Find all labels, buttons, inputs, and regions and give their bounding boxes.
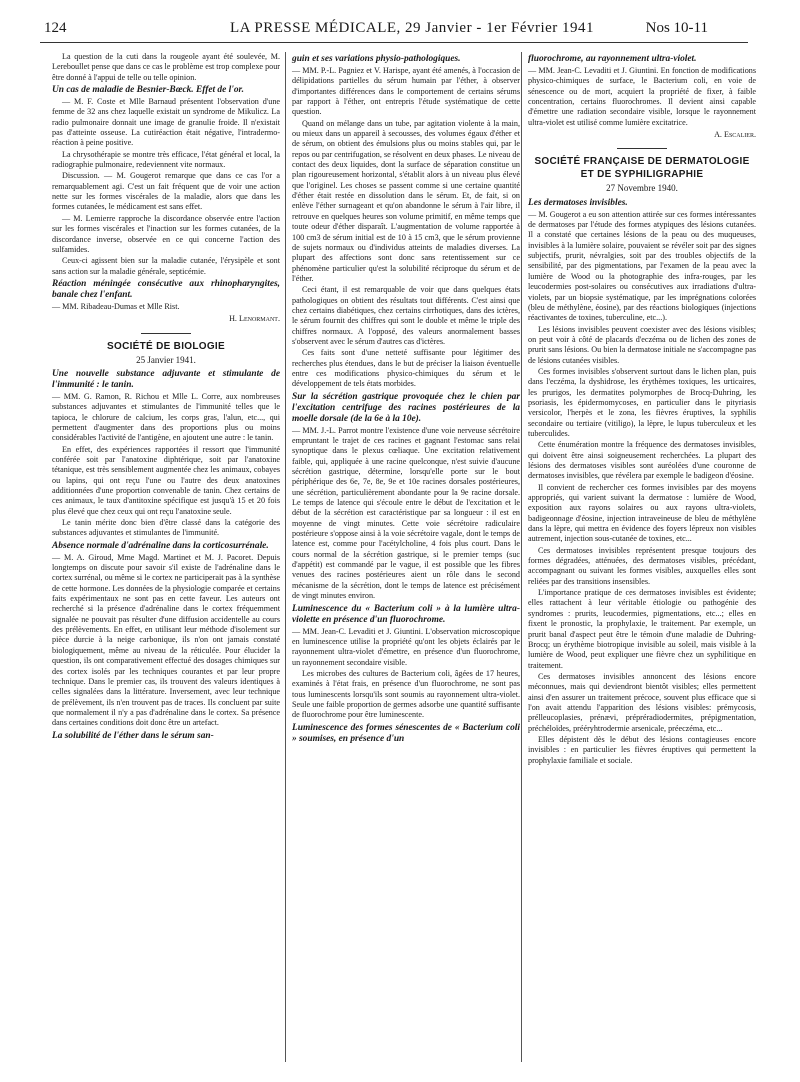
paragraph: Ces dermatoses invisibles représentent presque toujours des formes dégradées, atténuées, des dermatoses visibles, précédant, accompagnant ou suivant les formes visibles, auxquelles elles sont reliées par des transitions insensibles. — [528, 545, 756, 586]
page-number: 124 — [44, 20, 67, 36]
signature: H. Lenormant. — [229, 314, 280, 324]
article-title: guin et ses variations physio-pathologiques. — [292, 54, 461, 64]
paragraph: Le tanin mérite donc bien d'être classé dans la catégorie des substances adjuvantes et stimulantes de l'immunité. — [52, 518, 280, 538]
article-title: La solubilité de l'éther dans le sérum san- — [52, 730, 214, 741]
page-header — [0, 0, 800, 44]
article-title: Sur la sécrétion gastrique provoquée chez le chien par l'excitation centrifuge des racines postérieures de la moelle dorsale (de la 6e à la 10e). — [292, 391, 520, 424]
paragraph: — MM. J.-L. Parrot montre l'existence d'une voie nerveuse sécrétoire empruntant le trajet de ces racines et gagnant l'estomac sans relai synoptique dans le plexus cœliaque. Une excitation relativement faible, qui, appliquée à une racine quelconque, n'est suivie d'aucune sécrétion gastrique, détermine, lorsqu'elle porte sur le bout périphérique des 6e, 7e, 8e, 9e et 10e racines dorsales postérieures, une sécrétion, particulièrement abondante pour la 9e racine dorsale. Le temps de latence qui s'écoule entre le début de l'excitation et le début de la sécrétion est caractéristique par sa longueur : il est en moyenne de vingt minutes. Cette voie sécrétoire radiculaire postérieure s'oppose ainsi à la voie sécrétoire vagale, dont le temps de latence est, comme pour l'acétylcholine, 4 fois plus court. Dans le cours normal de la sécrétion gastrique, si le premier temps (suc d'appétit) est commandé par le vague, il est possible que les fibres venues des racines postérieures aient un rôle dans le second mécanisme de la sécrétion, dont le temps de latence est précisément de vingt minutes environ. — [292, 425, 520, 601]
paragraph: Cette énumération montre la fréquence des dermatoses invisibles, qui doivent être ainsi soigneusement recherchées. La plupart des lésions des dermatoses visibles sont auréolées d'une couronne de dermatoses invisibles, que révélera par exemple le badigeon d'éosine. — [528, 440, 756, 481]
paragraph: Les microbes des cultures de Bacterium coli, âgées de 17 heures, examinés à l'état frais, en présence d'un fluorochrome, ne sont pas tous luminescents lorsqu'ils sont soumis au rayonnement ultra-violet. Seule une faible proportion de germes adsorbe une quantité suffisante de fluorochrome pour être luminescente. — [292, 668, 520, 720]
paragraph: — M. Lemierre rapproche la discordance observée entre l'action sur les formes viscérales et l'inaction sur les formes cutanées, de la discordance inverse, observée en ce qui concerne l'action des sulfamides. — [52, 213, 280, 254]
paragraph: Les lésions invisibles peuvent coexister avec des lésions visibles; on peut voir à côté de placards d'eczéma ou de lichen des zones de prurit sans lésions. Ou bien la dermatose initiale ne s'accompagne pas de lésions cutanées visibles. — [528, 324, 756, 365]
article-title: Une nouvelle substance adjuvante et stimulante de l'immunité : le tanin. — [52, 368, 280, 390]
article-title: Absence normale d'adrénaline dans la corticosurrénale. — [52, 540, 269, 551]
paragraph: Ceci étant, il est remarquable de voir que dans quelques états pathologiques on obtient des résultats tout différents. C'est ainsi que chez certains diabétiques, chez certains cirrhotiques, dans des ictères, le sérum fournit des chiffres qui sont le double et même le triple des chiffres normaux. A l'opposé, des valeurs anormalement basses s'observent avec le sérum d'autres cas d'ictères. — [292, 285, 520, 346]
column-divider — [521, 52, 522, 1062]
paragraph: La question de la cuti dans la rougeole ayant été soulevée, M. Lereboullet pense que dans ce cas le problème est trop complexe pour être donné à l'appui de telle ou telle opinion. — [52, 52, 280, 82]
paragraph: — M. Gougerot a eu son attention attirée sur ces formes intéressantes de dermatoses par l'étude des formes atypiques des lésions cutanées. Il a constaté que certaines lésions de la peau ou des muqueuses, invisibles à la lumière solaire, pouvaient se révéler soit par des signes subjectifs, prurit, névralgies, soit par des troubles objectifs de la sensibilité, par des pigmentations, par l'examen de la peau avec la lumière de Wood ou la photographie des infra-rouges, par les leucodermies post-solaires ou consécutives aux irradiations d'ultra-violets, par un biopsie systématique, par les imprégnations colorées (bleu de méthylène, éosine), par des réactions biologiques (injections réactivantes de toxines, tuberculine, etc...). — [528, 209, 756, 323]
column-middle — [292, 52, 520, 746]
paragraph: Quand on mélange dans un tube, par agitation violente à la main, ou mieux dans un appareil à secousses, des volumes égaux d'éther et de sérum, on obtient des émulsions plus ou moins stables qui, par le repos ou par centrifugation, se résolvent en deux phases. Le niveau de contact des deux liquides, dont la surface de séparation constitue un plan rigoureusement horizontal, s'établit alors à un niveau plus élevé que l'originel. Les choses se passent comme si une certaine quantité d'éther était restée en dissolution dans le sérum. Et, de fait, si on enlève l'éther surnageant et qu'on abandonne le sérum à l'air libre, il retrouve en quelques heures son volume primitif, en même temps que toute odeur d'éther disparaît. L'augmentation de volume rapportée à 100 cm3 de sérum initial est de 10 à 15 cm3, que le sérum provienne de sujets normaux ou d'individus atteints de maladies diverses. La plupart des affections sont donc sans retentissement sur ce phénomène particulier qu'est la solubilité réciproque du sérum et de l'éther. — [292, 118, 520, 283]
header-rule — [40, 42, 748, 43]
section-date: 27 Novembre 1940. — [606, 183, 678, 194]
paragraph: L'importance pratique de ces dermatoses invisibles est évidente; elles rattachent à leur véritable étiologie ou pathogénie des syndromes : prurits, leucodermies, pigmentations, etc...; elles en fixent le pronostic, la prophylaxie, le traitement. Par exemple, un prurit banal d'aspect peut être le témoin d'une maladie de Duhring-Brocq; un érythème biotropique invisible au soleil, mais visible à la lumière de Wood, peut expliquer une fièvre chez un syphilitique en traitement. — [528, 588, 756, 670]
paragraph: — MM. Ribadeau-Dumas et Mlle Rist. — [52, 301, 180, 311]
journal-title: LA PRESSE MÉDICALE, 29 Janvier - 1er Février 1941 — [230, 20, 595, 36]
paragraph: La chrysothérapie se montre très efficace, l'état général et local, la radiographie pulmonaire, redeviennent vite normaux. — [52, 149, 280, 170]
divider — [617, 148, 667, 149]
article-title: Luminescence des formes sénescentes de « Bacterium coli » soumises, en présence d'un — [292, 722, 520, 744]
article-title: Les dermatoses invisibles. — [528, 197, 628, 208]
column-right — [528, 52, 756, 767]
article-title: Réaction méningée consécutive aux rhinopharyngites, banale chez l'enfant. — [52, 278, 280, 300]
paragraph: — MM. P.-L. Pagniez et V. Harispe, ayant été amenés, à l'occasion de délipidations partielles du sérum humain par l'éther, à observer d'importantes différences dans le comportement de certains sérums par rapport à l'éther, ont entrepris l'étude systématique de cette question. — [292, 66, 520, 117]
section-date: 25 Janvier 1941. — [136, 354, 196, 365]
article-title: Luminescence du « Bacterium coli » à la lumière ultra-violette en présence d'un fluorochrome. — [292, 603, 520, 625]
paragraph: Ceux-ci agissent bien sur la maladie cutanée, l'érysipèle et sont sans action sur la maladie générale, septicémie. — [52, 256, 280, 276]
paragraph: — M. A. Giroud, Mme Magd. Martinet et M. J. Pacoret. Depuis longtemps on discute pour savoir s'il existe de l'adrénaline dans le cortex surrénal, ou même si le cortex ne participerait pas à la synthèse de cette hormone. Les données de la physiologie comparée et certains faits expérimentaux ne sont pas en cette faveur. Les auteurs ont recherché si la présence d'adrénaline dans le cortex fréquemment signalée ne pouvait pas résulter d'une diffusion accidentelle au cours des prélèvements. En effet, en utilisant leur méthode d'isolement sur pièce durcie à la neige carbonique, ils n'on ont jamais constaté biologiquement, même au niveau de la réticulée. Pour élucider la question, ils ont comparativement effectué des dosages chimiques sur des cortex isolés par les techniques courantes et par leur propre technique. Dans le premier cas, ils trouvent des valeurs identiques à celles signalées dans la littérature. Inversement, avec leur technique de prélèvement, ils n'en trouvent pas de traces. Ils concluent par suite que normalement il n'y a pas d'adrénaline dans le cortex. Sa présence dans certaines conditions doit donc être un artefact. — [52, 552, 280, 728]
section-heading: SOCIÉTÉ DE BIOLOGIE — [107, 340, 225, 352]
paragraph: Discussion. — M. Gougerot remarque que dans ce cas l'or a remarquablement agi. C'est un fait fréquent que de voir une action nette sur les formes viscérales de la maladie, alors que dans les formes cutanées, le médicament est sans effet. — [52, 171, 280, 212]
issue-number: Nos 10-11 — [645, 20, 708, 36]
article-title: Un cas de maladie de Besnier-Bœck. Effet de l'or. — [52, 85, 244, 96]
paragraph: — MM. Jean-C. Levaditi et J. Giuntini. En fonction de modifications physico-chimiques de surface, le Bacterium coli, en voie de sénescence ou de mort, acquiert la propriété de fixer, à faible concentration, certains fluorochromes. Il devient ainsi capable d'émettre une radiation secondaire visible, lorsque le rayonnement ultra-violet est utilisé comme lumière excitatrice. — [528, 66, 756, 127]
paragraph: Elles dépistent dès le début des lésions contagieuses encore invisibles : en particulier les fièvres éruptives qui permettent la prophylaxie familiale et sociale. — [528, 734, 756, 765]
paragraph: Ces formes invisibles s'observent surtout dans le lichen plan, puis dans l'eczéma, la dyshidrose, les érythèmes toxiques, les urticaires, les prurigos, les dermatites polymorphes de Brocq-Duhring, les psoriasis, les épidermomycoses, en particulier dans le pityriasis versicolor, l'herpès et le zona, les fièvres éruptives, la syphilis secondaire ou tertiaire (vitiligo), la lèpre, le lupus tuberculeux et les tuberculides. — [528, 366, 756, 438]
paragraph: Ces dermatoses invisibles annoncent des lésions encore méconnues, mais qui deviendront bientôt visibles; elles permettent ainsi d'en assurer un traitement précoce, souvent plus efficace que si l'on avait attendu l'apparition des lésions visibles: prémycosis, prélleucoplasies, prénævi, prépréradiodermites, prépigmentation, préchéloïdes, prééryhtrodermie arsenicale, préeczéma, etc... — [528, 671, 756, 733]
paragraph: — MM. G. Ramon, R. Richou et Mlle L. Corre, aux nombreuses substances adjuvantes et stimulantes de l'immunité telles que le tapioca, le chlorure de calcium, les corps gras, l'alun, etc..., qui permettent d'augmenter dans des proportions plus ou moins considérables l'activité de l'antigène, en ajoutent une autre : le tanin. — [52, 391, 280, 443]
column-left — [52, 52, 280, 743]
divider — [141, 333, 191, 334]
paragraph: — M. F. Coste et Mlle Barnaud présentent l'observation d'une femme de 32 ans chez laquelle existait un syndrome de Mikulicz. La radio pulmonaire donnait une image de granulie froide. Il n'existait pas d'atteinte osseuse. La cutiréaction était négative, l'intradermo-réaction à peine positive. — [52, 97, 280, 148]
section-heading: SOCIÉTÉ FRANÇAISE DE DERMATOLOGIE ET DE SYPHILIGRAPHIE — [534, 156, 750, 181]
column-divider — [285, 52, 286, 1062]
article-title: fluorochrome, au rayonnement ultra-violet. — [528, 54, 697, 64]
signature: A. Escalier. — [714, 130, 756, 140]
paragraph: Ces faits sont d'une netteté suffisante pour légitimer des recherches plus étendues, dans le but de préciser la liaison éventuelle entre ces modifications physico-chimiques du sérum et le développement de tels états morbides. — [292, 348, 520, 389]
paragraph: — MM. Jean-C. Levaditi et J. Giuntini. L'observation microscopique en luminescence utilise la propriété qu'ont les objets éclairés par le rayonnement ultra-violet d'émettre, en présence d'un fluorochrome, un rayonnement secondaire visible. — [292, 626, 520, 667]
paragraph: En effet, des expériences rapportées il ressort que l'immunité conférée soit par l'anatoxine diphtérique, soit par l'anatoxine tétanique, est très sensiblement augmentée chez les animaux, cobayes ou lapins, qui ont reçu l'une ou l'autre des deux anatoxines additionnées d'une proportion convenable de tanin. Chez certains de ces animaux, le taux d'antitoxine spécifique est jusqu'à 15 et 20 fois plus élevé que chez ceux qui ont reçu l'anatoxine seule. — [52, 444, 280, 516]
paragraph: Il convient de rechercher ces formes invisibles par des moyens appropriés, qui varient suivant la dermatose : lumière de Wood, exposition aux rayons solaires ou aux rayons ultra-violets, badigeonnage d'éosine, injection intraveineuse de bleu de méthylène dans la lèpre, qui mettra en évidence des foyers lépreux non visibles autrement, injection sous-cutanée de toxines, etc... — [528, 482, 756, 544]
